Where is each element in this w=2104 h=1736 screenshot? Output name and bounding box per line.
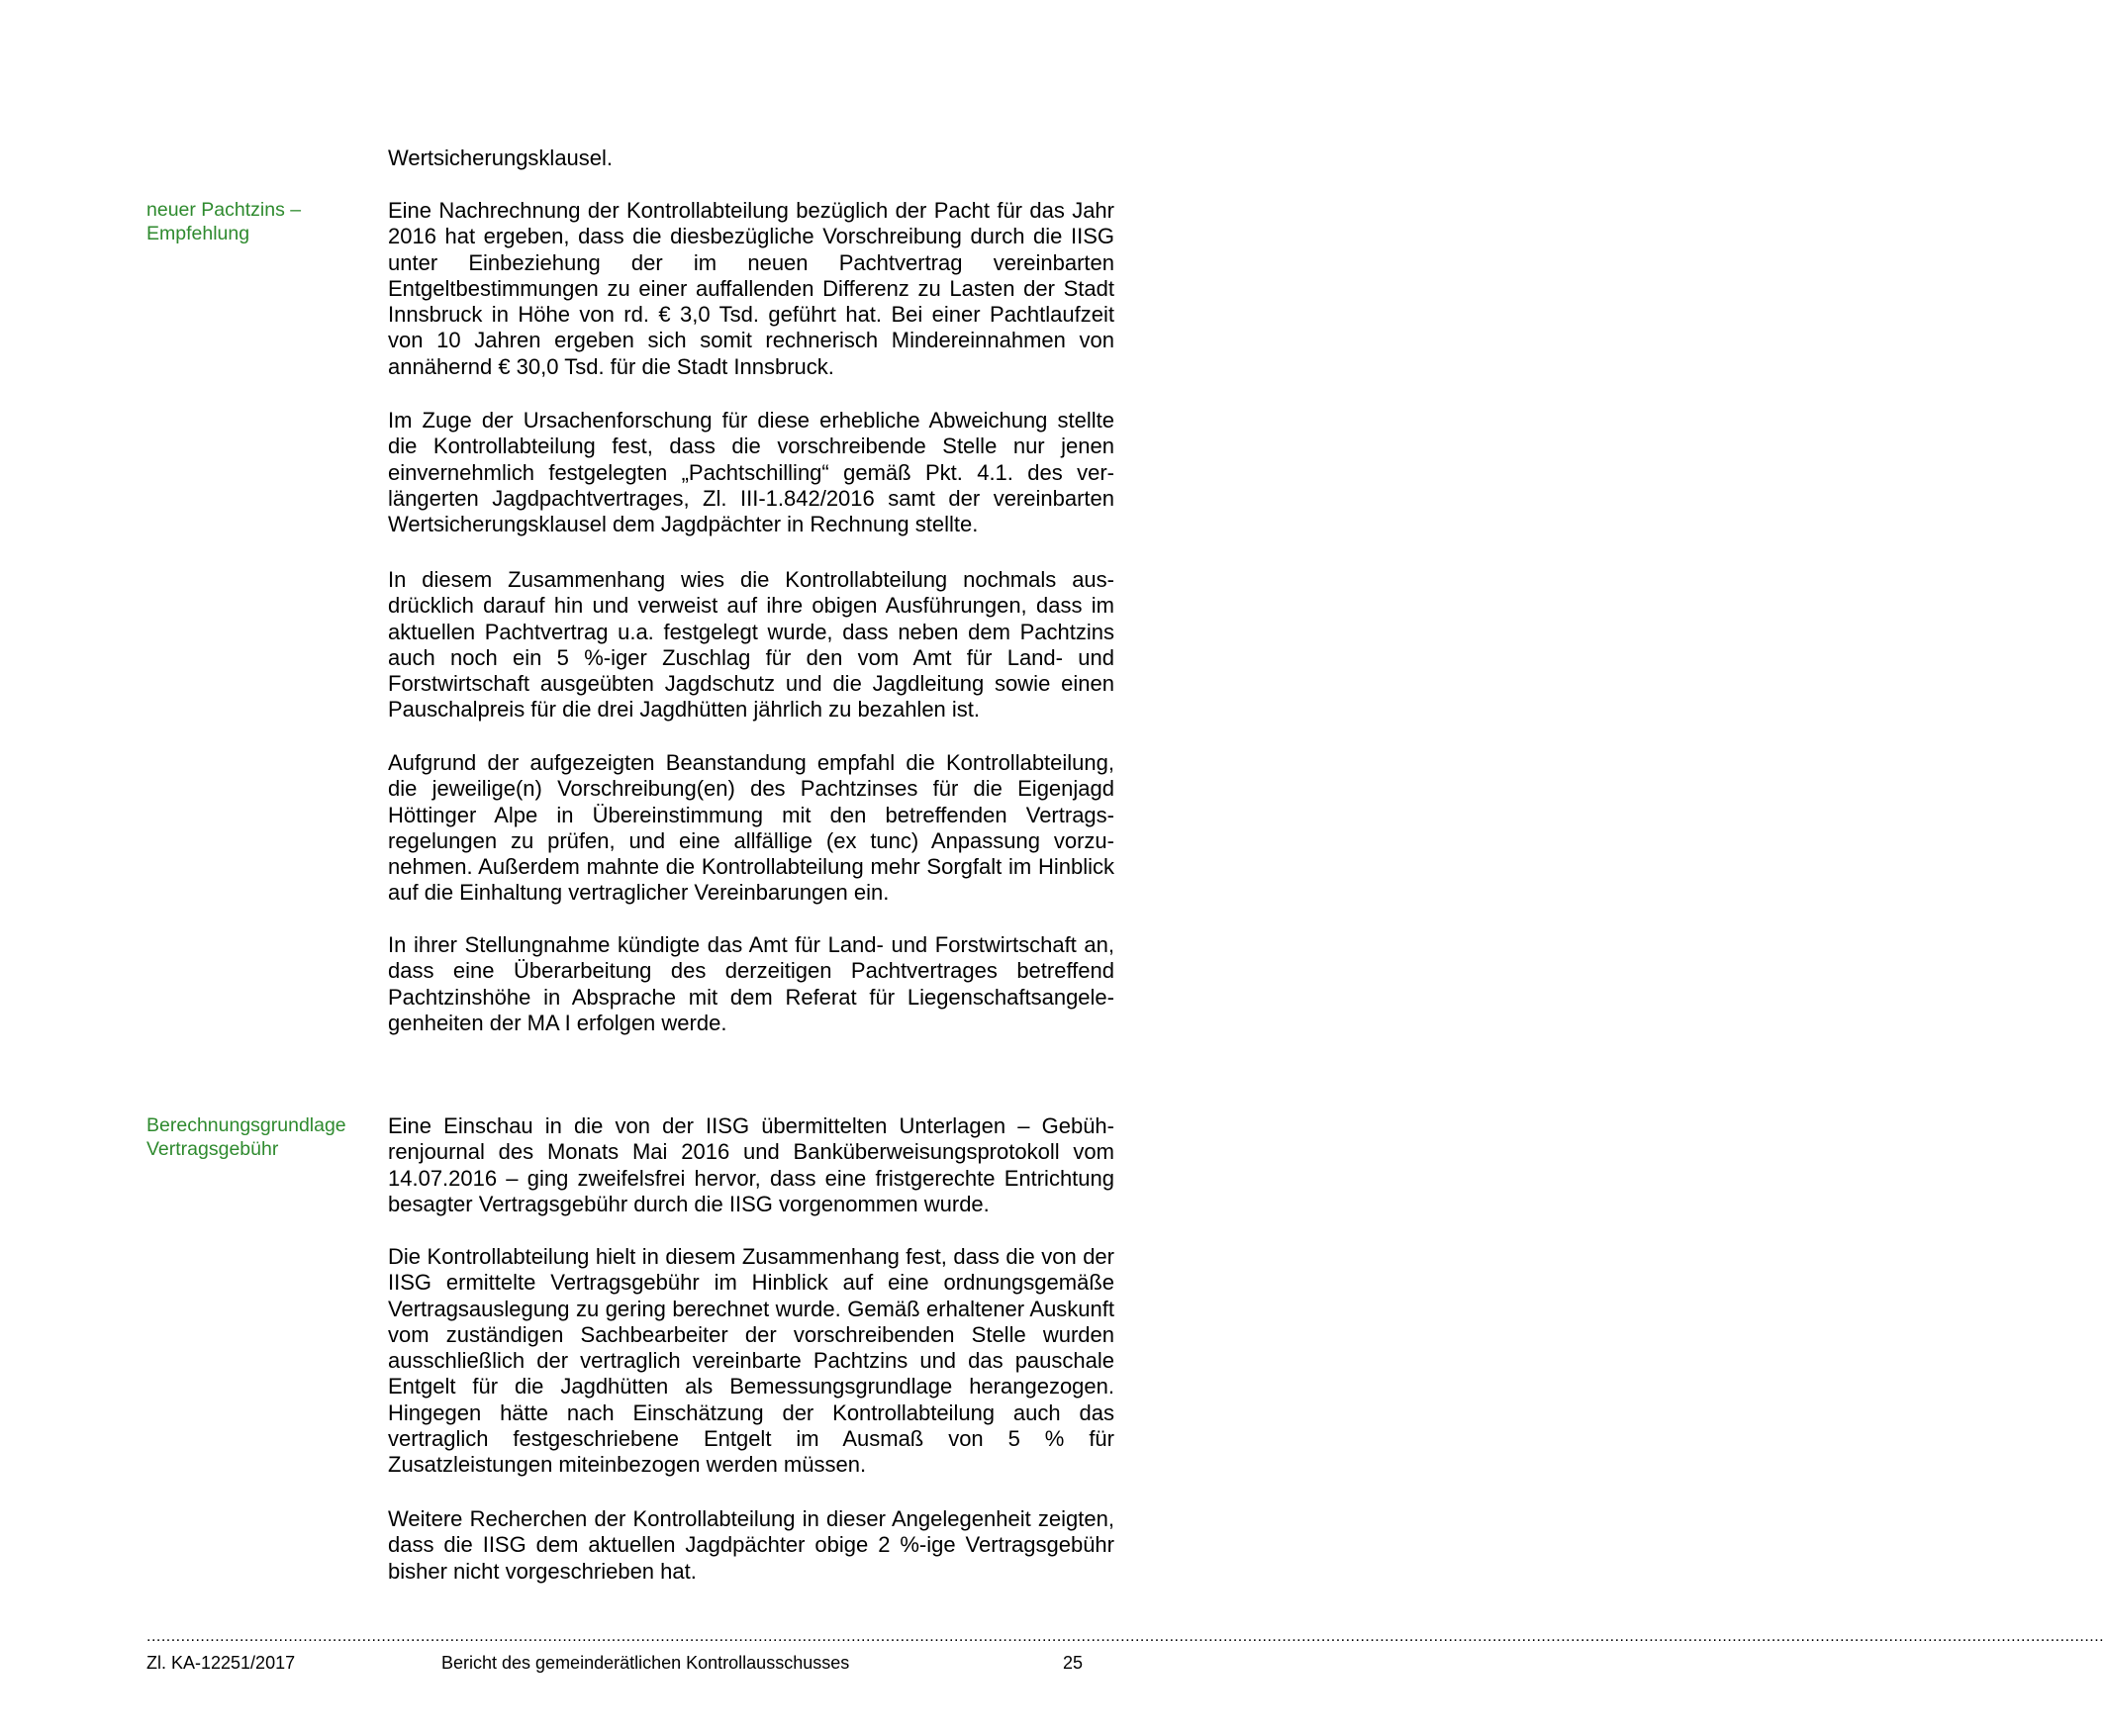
paragraph: Eine Einschau in die von der IISG übermittelten Unterlagen – Gebührenjournal des Monats Mai 2016 und Banküberweisungsprotokoll vom 14.07.2016 – ging zweifelsfrei hervor, dass eine fristgerechte Entrichtung besagter Vertragsgebühr durch die IISG vorgenommen wurde. bbox=[388, 1113, 1114, 1216]
section-neuer-pachtzins-body bbox=[388, 567, 1114, 723]
page-footer bbox=[146, 1651, 1083, 1675]
footer-title: Bericht des gemeinderätlichen Kontrollausschusses bbox=[441, 1653, 850, 1673]
section-neuer-pachtzins-body bbox=[388, 198, 1114, 380]
side-label-line: Berechnungsgrundlage bbox=[146, 1114, 346, 1136]
section-neuer-pachtzins-body bbox=[388, 408, 1114, 537]
side-label-neuer-pachtzins bbox=[146, 198, 374, 245]
paragraph: Wertsicherungsklausel. bbox=[388, 145, 614, 170]
section-berechnungsgrundlage-body bbox=[388, 1244, 1114, 1479]
section-berechnungsgrundlage-body bbox=[388, 1113, 1114, 1217]
paragraph: Aufgrund der aufgezeigten Beanstandung empfahl die Kontrollabteilung, die jeweilige(n) Vorschreibung(en) des Pachtzinses für die Eigenjagd Höttinger Alpe in Übereinstimmung mit den betreffenden Vertragsregelungen zu prüfen, und eine allfällige (ex tunc) Anpassung vorzunehmen. Außerdem mahnte die Kontrollabteilung mehr Sorgfalt im Hinblick auf die Einhaltung vertraglicher Vereinbarungen ein. bbox=[388, 750, 1114, 906]
paragraph: In diesem Zusammenhang wies die Kontrollabteilung nochmals ausdrücklich darauf hin und verweist auf ihre obigen Ausführungen, dass im aktuellen Pachtvertrag u.a. festgelegt wurde, dass neben dem Pachtzins auch noch ein 5 %-iger Zuschlag für den vom Amt für Land- und Forstwirtschaft ausgeübten Jagdschutz und die Jagdleitung sowie einen Pauschalpreis für die drei Jagdhütten jährlich zu bezahlen ist. bbox=[388, 567, 1114, 723]
paragraph: Eine Nachrechnung der Kontrollabteilung bezüglich der Pacht für das Jahr 2016 hat ergeben, dass die diesbezügliche Vorschreibung durch die IISG unter Einbeziehung der im neuen Pachtvertrag vereinbarten Entgeltbestimmungen zu einer auffallenden Differenz zu Lasten der Stadt Innsbruck in Höhe von rd. € 3,0 Tsd. geführt hat. Bei einer Pachtlaufzeit von 10 Jahren ergeben sich somit rechnerisch Mindereinnahmen von annähernd € 30,0 Tsd. für die Stadt Innsbruck. bbox=[388, 198, 1114, 379]
side-label-line: Vertragsgebühr bbox=[146, 1138, 279, 1160]
section-continuation bbox=[388, 145, 1114, 171]
footer-dotted-rule: ................................................................................................................................................................................................................................................................................................................................................................................................................ bbox=[146, 1628, 2104, 1645]
footer-reference: Zl. KA-12251/2017 bbox=[146, 1653, 296, 1673]
section-berechnungsgrundlage-body bbox=[388, 1506, 1114, 1585]
section-neuer-pachtzins-body bbox=[388, 932, 1114, 1036]
paragraph: Die Kontrollabteilung hielt in diesem Zusammenhang fest, dass die von der IISG ermittelte Vertragsgebühr im Hinblick auf eine ordnungsgemäße Vertragsauslegung zu gering berechnet wurde. Gemäß erhaltener Auskunft vom zuständigen Sachbearbeiter der vorschreibenden Stelle wurden ausschließlich der vertraglich vereinbarte Pachtzins und das pauschale Entgelt für die Jagdhütten als Bemessungsgrundlage herangezogen. Hingegen hätte nach Einschätzung der Kontrollabteilung auch das vertraglich festgeschriebene Entgelt im Ausmaß von 5 % für Zusatzleistungen miteinbezogen werden müssen. bbox=[388, 1244, 1114, 1478]
section-neuer-pachtzins-body bbox=[388, 750, 1114, 907]
side-label-line: Empfehlung bbox=[146, 223, 250, 244]
paragraph: Weitere Recherchen der Kontrollabteilung in dieser Angelegenheit zeigten, dass die IISG dem aktuellen Jagdpächter obige 2 %-ige Vertragsgebühr bisher nicht vorgeschrieben hat. bbox=[388, 1506, 1114, 1584]
paragraph: Im Zuge der Ursachenforschung für diese erhebliche Abweichung stellte die Kontrollabteilung fest, dass die vorschreibende Stelle nur jenen einvernehmlich festgelegten „Pachtschilling“ gemäß Pkt. 4.1. des verlängerten Jagdpachtvertrages, Zl. III-1.842/2016 samt der vereinbarten Wertsicherungsklausel dem Jagdpächter in Rechnung stellte. bbox=[388, 408, 1114, 537]
side-label-berechnungsgrundlage bbox=[146, 1113, 374, 1161]
paragraph: In ihrer Stellungnahme kündigte das Amt für Land- und Forstwirtschaft an, dass eine Überarbeitung des derzeitigen Pachtvertrages betreffend Pachtzinshöhe in Absprache mit dem Referat für Liegenschaftsangelegenheiten der MA I erfolgen werde. bbox=[388, 932, 1114, 1035]
footer-page-number: 25 bbox=[1062, 1653, 1083, 1673]
side-label-line: neuer Pachtzins – bbox=[146, 199, 302, 221]
